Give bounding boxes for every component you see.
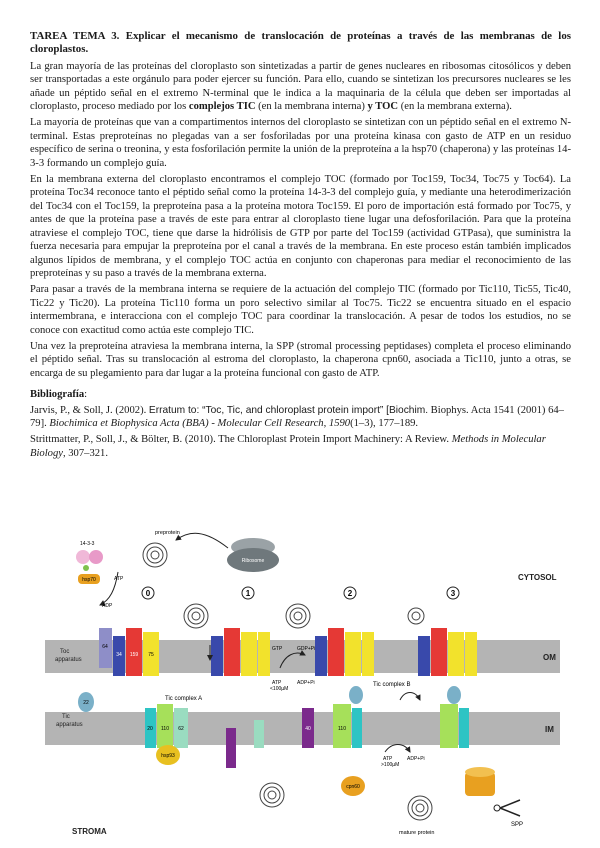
toc-apparatus-label-2: apparatus [55,657,82,663]
svg-text:14-3-3: 14-3-3 [80,541,95,547]
reference-1-source: Biophys. Acta 1541 (2001) 64–79]. [30,404,564,429]
adp-pi-label-2: ADP+Pi [407,756,425,762]
document-title: TAREA TEMA 3. Explicar el mecanismo de translocación de proteínas a través de las membranas de los cloroplastos. [30,30,571,56]
svg-text:22: 22 [83,700,89,706]
tic55-bar [254,720,264,748]
paragraph-5: Una vez la preproteína atraviesa la membrana interna, la SPP (stromal processing peptidases) completa el proceso eliminando el péptido señal. Tras su translocación al estroma del cloroplasto, la chaperona cpn60, asociada a Tic110, junto a otras, se encarga de su plegamiento para dar lugar a la proteína funcional con gasto de ATP. [30,340,571,379]
cpn60-chaperone [341,776,365,796]
tic-apparatus-label-1: Tic [62,714,70,720]
paragraph-1-text-e: (en la membrana externa). [398,101,512,113]
reference-1-pages: (1–3), 177–189. [350,417,419,429]
svg-text:159: 159 [129,652,139,658]
svg-text:0: 0 [145,589,151,598]
reference-2-journal: Methods in Molecular Biology [30,434,546,459]
svg-text:64: 64 [102,644,108,650]
mature-protein-spiral [408,796,432,820]
paragraph-1-text-c: (en la membrana interna) [255,101,368,113]
tic-apparatus-label-2: apparatus [56,722,83,728]
toc-apparatus-label-1: Toc [60,649,70,655]
svg-text:3: 3 [450,589,456,598]
step-3 [447,587,459,599]
preprotein-spiral-stroma [260,783,284,807]
stroma-label: STROMA [72,827,107,836]
tic-complex-b-label: Tic complex B [373,682,411,688]
preprotein-label: preprotein [155,530,180,536]
svg-text:Ribosome: Ribosome [241,558,265,564]
ribosome-icon [227,538,279,572]
paragraph-2: La mayoría de proteínas que van a compartimentos internos del cloroplasto se sintetizan con un péptido señal en el extremo N-terminal. Estas preproteínas no plegadas van a ser fosforiladas por una proteína kinasa con gasto de ATP en un residuo específico de serina o treonina, y esta fosforilación permite la unión de la preproteína a la hsp70 (chaperona) y las proteínas 14-3-3 formando un complejo guía. [30,117,571,169]
cytosol-label: CYTOSOL [518,573,557,582]
preprotein-spiral-3 [286,604,310,628]
guidance-complex [76,541,103,584]
svg-text:75: 75 [148,652,154,658]
paragraph-4: Para pasar a través de la membrana interna se requiere de la actuación del complejo TIC (formado por Tic110, Tic55, Tic40, Tic22 y Tic20). La proteína Tic110 forma un poro selectivo similar al Toc75. Tic22 se encuentra situado en el espacio intermembrana, e interacciona con el complejo TOC para coordinar la translocación. A pesar de todos los estudios, no se conoce con exactitud como actúa este complejo TIC. [30,284,571,336]
mature-protein-label: mature protein [399,830,435,836]
tic-complex-a-label: Tic complex A [165,696,203,702]
preprotein-spiral-4 [408,608,424,624]
adp-label-1: ADP [102,603,113,609]
reference-1-erratum: Erratum to: “Toc, Tic, and chloroplast protein import” [Biochim. [148,404,429,416]
svg-text:SPP: SPP [511,822,524,828]
svg-text:110: 110 [338,726,346,732]
svg-text:40: 40 [305,726,311,732]
atp-low-label-1: ATP [272,680,282,686]
tic40-bar-left [226,728,236,768]
svg-text:2: 2 [347,589,353,598]
gdp-label: GDP+Pi [297,646,316,652]
atp-high-label-2: >100µM [381,762,400,768]
svg-text:34: 34 [116,652,122,658]
cpn60-barrel-3 [465,767,495,796]
bibliography-heading-colon: : [84,389,88,401]
gtp-label: GTP [272,646,283,652]
svg-text:1: 1 [245,589,251,598]
svg-text:62: 62 [178,726,184,732]
paragraph-1-bold-toc: y TOC [367,101,399,113]
reference-2-authors: Strittmatter, P., Soll, J., & Bölter, B. (2010). The Chloroplast Protein Import Machinery: A Review. [30,434,452,446]
step-2 [344,587,356,599]
svg-text:hsp93: hsp93 [161,753,175,759]
atp-high-label-1: ATP [383,756,393,762]
step-1 [242,587,254,599]
svg-text:20: 20 [147,726,153,732]
paragraph-3: En la membrana externa del cloroplasto encontramos el complejo TOC (formado por Toc159, Toc34, Toc75 y Toc64). La proteína Toc34 reconoce tanto el péptido señal como la proteína 14-3-3 del complejo guía, y mediante una heterodimerización del Toc34 con el Toc159, la preproteína pasa a la proteína motora Toc159. El poro de importación está formado por Toc75, y antes de que la proteína pase a través de este para entrar al cloroplasto tiene lugar una defosforilación. Para que la proteína atraviese el complejo TOC, tiene que darse la hidrólisis de GTP por parte del Toc159 (actividad GTPasa), que suministra la fuerza necesaria para empujar la preproteína por el canal a través de la membrana. En este proceso están también implicados algunos lípidos de membrana, y el complejo TOC actúa en conjunto con chaperonas para mediar el reconocimiento de las preproteínas y su paso a través de la membrana externa. [30,174,571,279]
paragraph-1-bold-tic: complejos TIC [188,101,256,113]
step-0 [142,587,154,599]
om-label: OM [543,653,556,662]
bibliography-heading-text: Bibliografía [30,389,85,401]
atp-low-label-2: <100µM [270,686,289,692]
atp-high-arrow [385,745,410,753]
adp-pi-label-1: ADP+Pi [297,680,315,686]
ribosome-arrow [176,533,228,548]
preprotein-spiral-1 [143,543,167,567]
reference-1-journal: Biochimica et Biophysica Acta (BBA) - Molecular Cell Research, 1590 [49,417,351,429]
paragraph-1-text-a: La gran mayoría de las proteínas del cloroplasto son sintetizadas a partir de genes nucleares en ribosomas citosólicos y deben ser transportadas a este orgánulo para poder ejercer su función. Para ello, cuando se sintetizan los precursores nucleares se les añade un péptido señal en el extremo N-terminal que le indica a la maquinaria de la célula que deben ser importadas al cloroplasto, proceso mediado por los [30,60,571,113]
svg-text:cpn60: cpn60 [346,784,360,790]
spp-scissors-icon [494,800,523,828]
svg-text:110: 110 [161,726,169,732]
step-arrow-2 [400,693,420,701]
svg-text:hsp70: hsp70 [82,577,96,583]
im-label: IM [545,725,554,734]
atp-label-1: ATP [114,576,124,582]
reference-2-pages: , 307–321. [62,447,108,459]
preprotein-spiral-2 [184,604,208,628]
reference-1-authors: Jarvis, P., & Soll, J. (2002). [30,404,149,416]
